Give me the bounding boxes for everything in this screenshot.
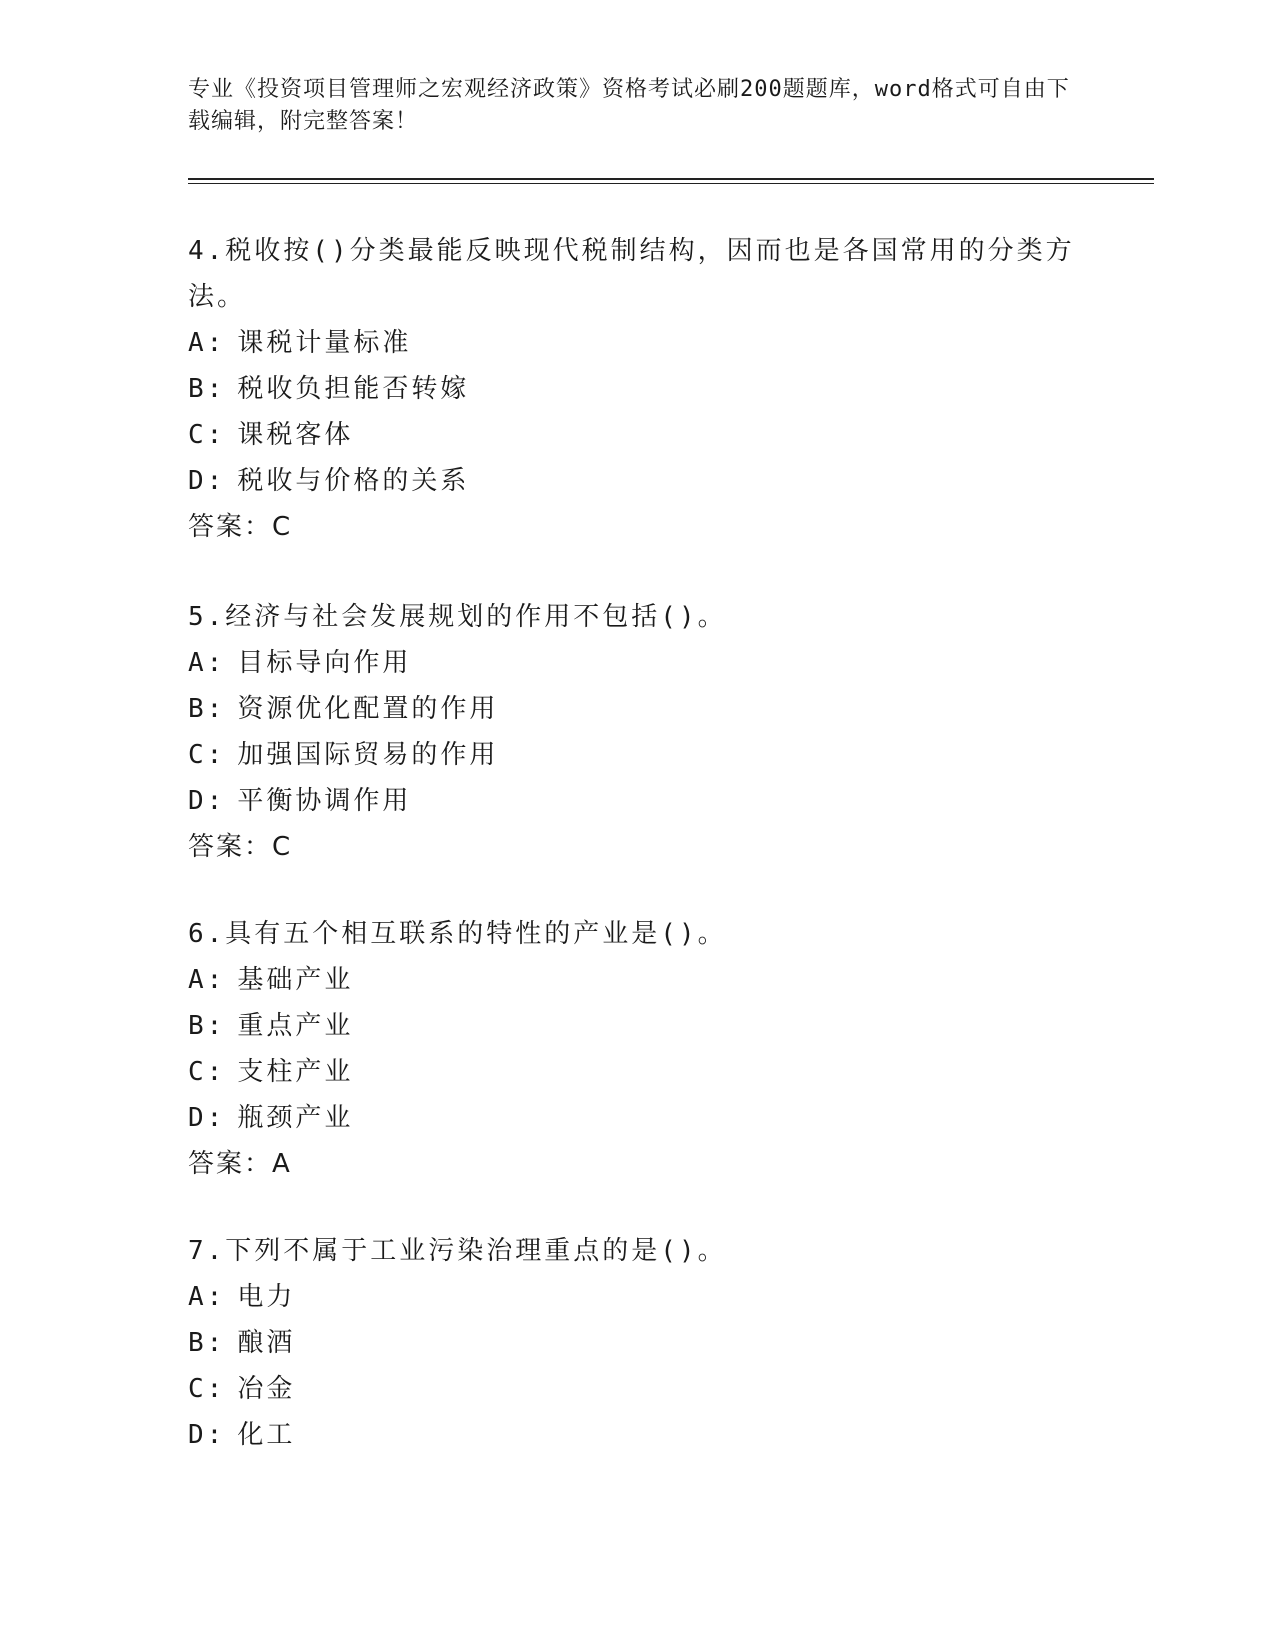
option-d <box>188 458 1088 504</box>
option-key: D: <box>188 1103 226 1133</box>
question-5 <box>188 594 1088 870</box>
option-key: A: <box>188 1282 226 1312</box>
option-text: 瓶颈产业 <box>237 1103 354 1133</box>
option-b <box>188 366 1088 412</box>
document-header-text: 专业《投资项目管理师之宏观经济政策》资格考试必刷200题题库，word格式可自由下载编辑，附完整答案！ <box>188 77 1070 134</box>
option-key: D: <box>188 786 226 816</box>
option-c <box>188 412 1088 458</box>
question-7 <box>188 1228 1088 1458</box>
option-a <box>188 1274 1088 1320</box>
option-key: C: <box>188 740 226 770</box>
answer-line: 答案：C <box>188 512 293 542</box>
option-text: 税收负担能否转嫁 <box>237 374 470 404</box>
option-key: C: <box>188 1057 226 1087</box>
option-text: 化工 <box>237 1420 296 1450</box>
option-b <box>188 686 1088 732</box>
option-a <box>188 320 1088 366</box>
option-text: 电力 <box>237 1282 296 1312</box>
question-4 <box>188 228 1088 550</box>
option-text: 目标导向作用 <box>237 648 412 678</box>
option-a <box>188 957 1088 1003</box>
option-text: 资源优化配置的作用 <box>237 694 499 724</box>
option-text: 加强国际贸易的作用 <box>237 740 499 770</box>
option-text: 课税客体 <box>237 420 354 450</box>
option-key: B: <box>188 1011 226 1041</box>
question-stem: 5.经济与社会发展规划的作用不包括()。 <box>188 602 727 632</box>
option-d <box>188 1412 1088 1458</box>
option-text: 税收与价格的关系 <box>237 466 470 496</box>
question-stem: 7.下列不属于工业污染治理重点的是()。 <box>188 1236 727 1266</box>
option-text: 重点产业 <box>237 1011 354 1041</box>
option-key: C: <box>188 420 226 450</box>
answer-line: 答案：A <box>188 1149 292 1179</box>
option-text: 酿酒 <box>237 1328 296 1358</box>
option-key: A: <box>188 965 226 995</box>
answer-line: 答案：C <box>188 832 293 862</box>
option-d <box>188 778 1088 824</box>
option-key: D: <box>188 466 226 496</box>
header-divider-thick <box>188 178 1154 180</box>
option-key: B: <box>188 374 226 404</box>
option-key: A: <box>188 328 226 358</box>
option-b <box>188 1003 1088 1049</box>
option-c <box>188 1049 1088 1095</box>
option-text: 支柱产业 <box>237 1057 354 1087</box>
option-key: B: <box>188 1328 226 1358</box>
option-b <box>188 1320 1088 1366</box>
option-d <box>188 1095 1088 1141</box>
option-c <box>188 1366 1088 1412</box>
option-key: B: <box>188 694 226 724</box>
option-text: 平衡协调作用 <box>237 786 412 816</box>
option-text: 冶金 <box>237 1374 296 1404</box>
option-key: C: <box>188 1374 226 1404</box>
option-key: D: <box>188 1420 226 1450</box>
question-stem: 6.具有五个相互联系的特性的产业是()。 <box>188 919 727 949</box>
header-divider-thin <box>188 183 1154 184</box>
option-key: A: <box>188 648 226 678</box>
option-a <box>188 640 1088 686</box>
question-6 <box>188 911 1088 1187</box>
option-text: 基础产业 <box>237 965 354 995</box>
option-text: 课税计量标准 <box>237 328 412 358</box>
question-stem: 4.税收按()分类最能反映现代税制结构，因而也是各国常用的分类方法。 <box>188 236 1075 312</box>
option-c <box>188 732 1088 778</box>
